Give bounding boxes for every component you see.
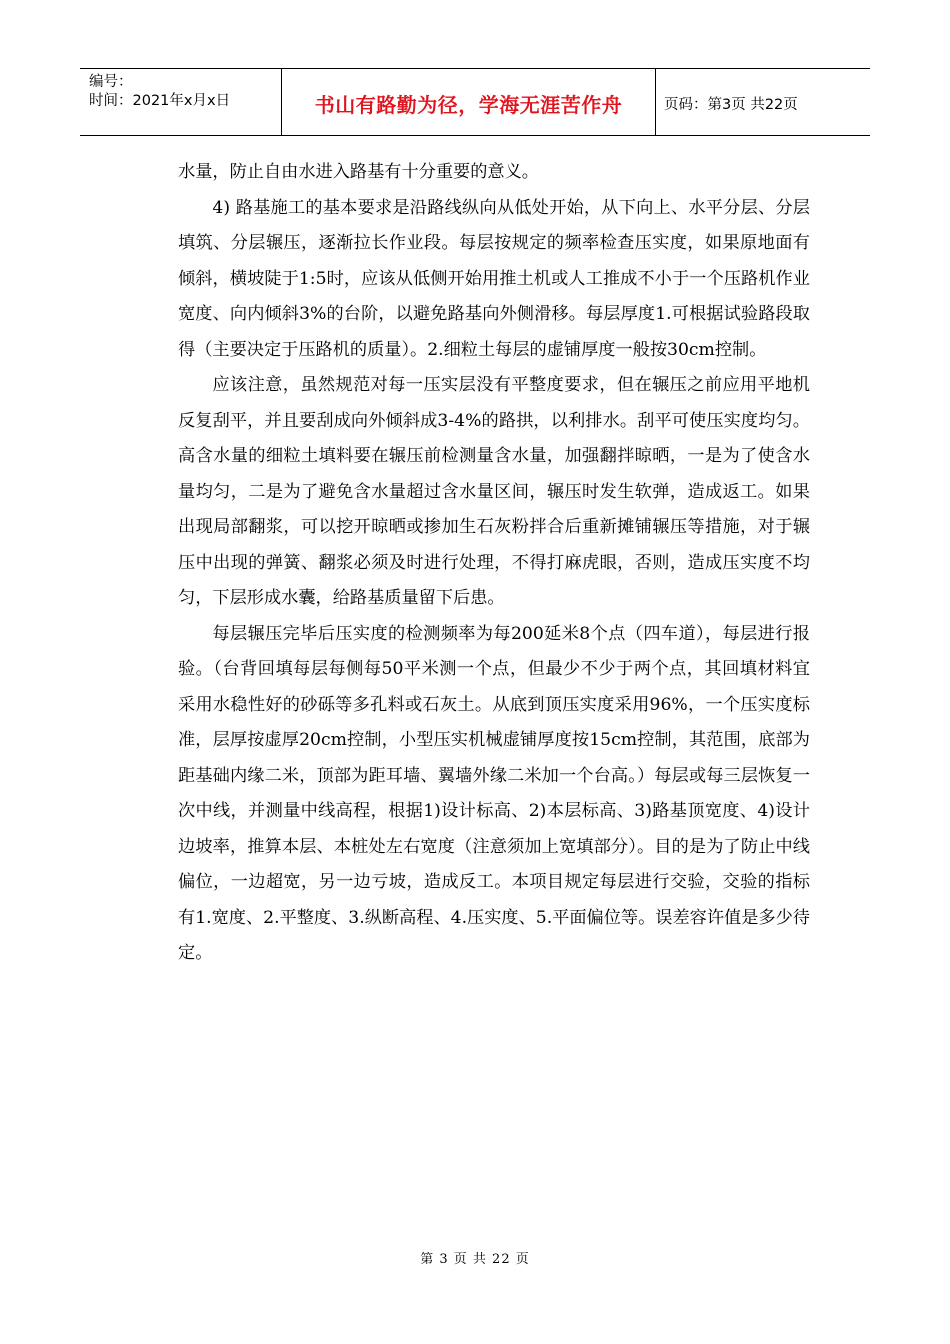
header-motto: 书山有路勤为径，学海无涯苦作舟	[314, 92, 623, 117]
footer-page-number: 第 3 页 共 22 页	[420, 1252, 530, 1267]
page-footer	[0, 1248, 950, 1267]
body-paragraph: 4) 路基施工的基本要求是沿路线纵向从低处开始，从下向上、水平分层、分层填筑、分层辗压，逐渐拉长作业段。每层按规定的频率检查压实度，如果原地面有倾斜，横坡陡于1:5时，应该从低侧开始用推土机或人工推成不小于一个压路机作业宽度、向内倾斜3%的台阶，以避免路基向外侧滑移。每层厚度1.可根据试验路段取得（主要决定于压路机的质量）。2.细粒土每层的虚铺厚度一般按30cm控制。	[178, 197, 810, 360]
document-time-label: 时间：2021年x月x日	[89, 93, 231, 109]
header-motto-cell	[282, 69, 656, 135]
document-code-label: 编号：	[89, 74, 133, 90]
page-header	[80, 68, 870, 136]
document-body	[178, 155, 810, 972]
body-paragraph: 每层辗压完毕后压实度的检测频率为每200延米8个点（四车道），每层进行报验。（台背回填每层每侧每50平米测一个点，但最少不少于两个点，其回填材料宜采用水稳性好的砂砾等多孔料或石灰土。从底到顶压实度采用96%，一个压实度标准，层厚按虚厚20cm控制，小型压实机械虚铺厚度按15cm控制，其范围，底部为距基础内缘二米，顶部为距耳墙、翼墙外缘二米加一个台高。）每层或每三层恢复一次中线，并测量中线高程，根据1)设计标高、2)本层标高、3)路基顶宽度、4)设计边坡率，推算本层、本桩处左右宽度（注意须加上宽填部分）。目的是为了防止中线偏位，一边超宽，另一边亏坡，造成反工。本项目规定每层进行交验，交验的指标有1.宽度、2.平整度、3.纵断高程、4.压实度、5.平面偏位等。误差容许值是多少待定。	[178, 623, 810, 963]
header-page-cell	[656, 69, 870, 135]
header-page-number: 页码：第3页 共22页	[664, 96, 798, 113]
header-meta	[80, 69, 282, 135]
body-paragraph-continuation: 水量，防止自由水进入路基有十分重要的意义。	[178, 162, 539, 182]
body-paragraph: 应该注意，虽然规范对每一压实层没有平整度要求，但在辗压之前应用平地机反复刮平，并且要刮成向外倾斜成3-4%的路拱，以利排水。刮平可使压实度均匀。高含水量的细粒土填料要在辗压前检测量含水量，加强翻拌晾晒，一是为了使含水量均匀，二是为了避免含水量超过含水量区间，辗压时发生软弹，造成返工。如果出现局部翻浆，可以挖开晾晒或掺加生石灰粉拌合后重新摊铺辗压等措施，对于辗压中出现的弹簧、翻浆必须及时进行处理，不得打麻虎眼，否则，造成压实度不均匀，下层形成水囊，给路基质量留下后患。	[178, 375, 810, 608]
